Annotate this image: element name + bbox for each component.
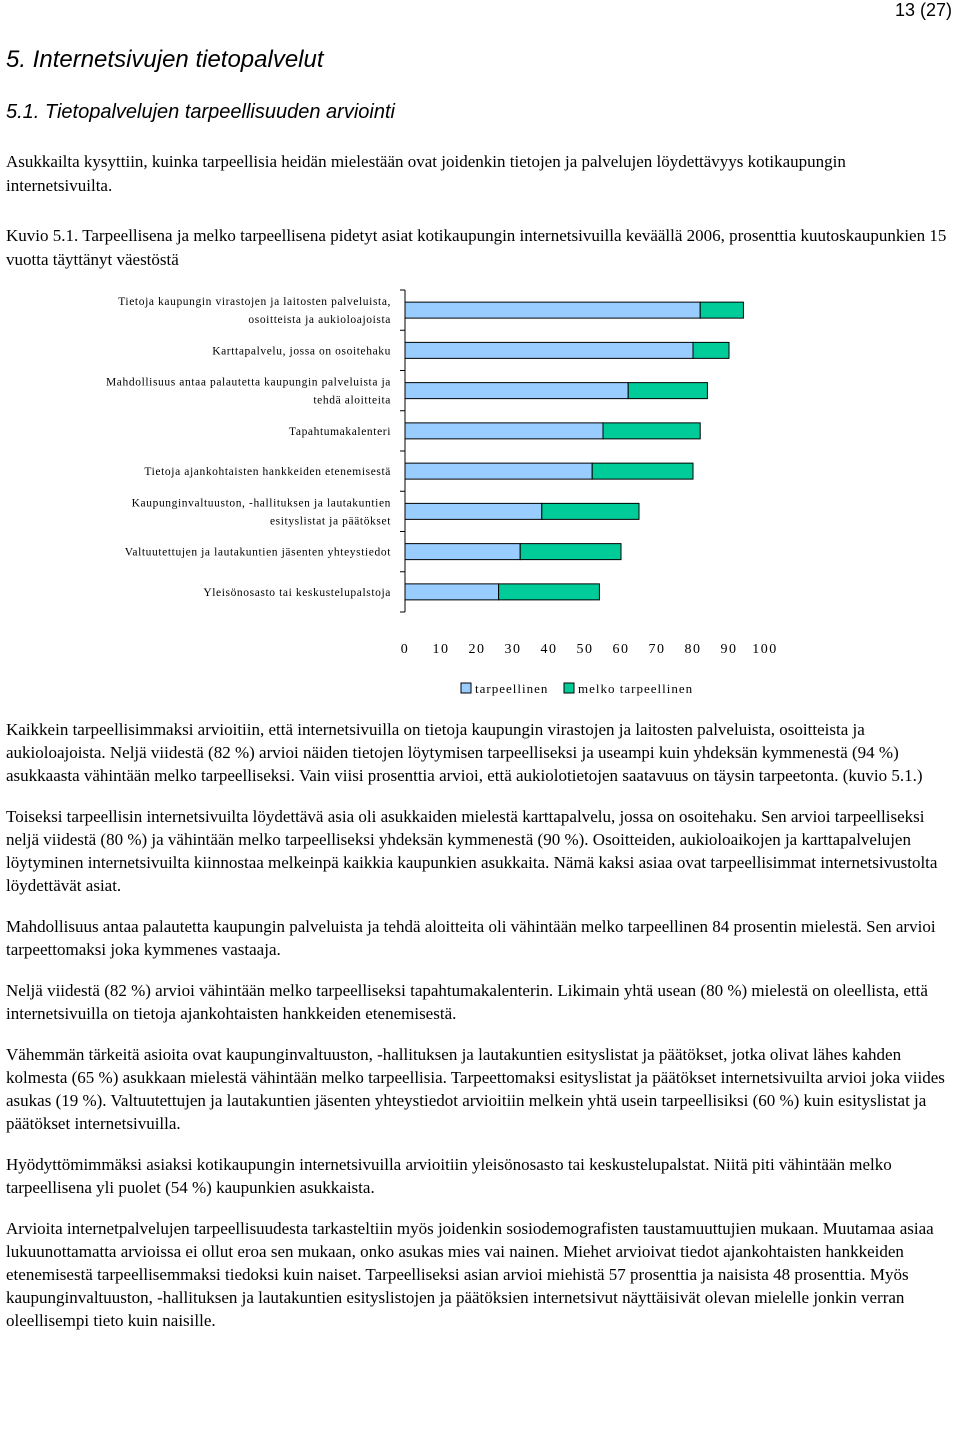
x-tick-label: 80 — [684, 642, 702, 657]
legend-label-tarpeellinen: tarpeellinen — [475, 681, 549, 696]
bar-tarpeellinen — [405, 584, 499, 600]
bar-tarpeellinen — [405, 302, 700, 318]
bar-tarpeellinen — [405, 503, 542, 519]
legend-swatch-tarpeellinen — [461, 683, 471, 693]
paragraph-3: Mahdollisuus antaa palautetta kaupungin palveluista ja tehdä aloitteita oli vähintään melko tarpeellinen 84 prosentin mielestä. Sen arvioi tarpeettomaksi joka kymmenes vastaaja. — [6, 917, 936, 959]
x-tick-label: 50 — [576, 642, 594, 657]
x-tick-label: 30 — [504, 642, 522, 657]
page-number: 13 (27) — [894, 0, 952, 20]
body-text — [6, 718, 952, 1350]
category-label: tehdä aloitteita — [313, 394, 391, 407]
x-tick-label: 60 — [612, 642, 630, 657]
bar-tarpeellinen — [405, 423, 603, 439]
chart-svg — [0, 280, 960, 700]
bar-chart — [0, 280, 960, 700]
bar-melko-tarpeellinen — [520, 544, 621, 560]
bar-melko-tarpeellinen — [603, 423, 700, 439]
category-label: Kaupunginvaltuuston, -hallituksen ja lautakuntien — [131, 497, 391, 510]
bar-tarpeellinen — [405, 383, 628, 399]
category-label: Mahdollisuus antaa palautetta kaupungin palveluista ja — [105, 376, 391, 389]
intro-text: Asukkailta kysyttiin, kuinka tarpeellisia heidän mielestään ovat joidenkin tietojen ja palvelujen löydettävyys kotikaupungin internetsivuilta. — [6, 152, 846, 195]
paragraph-7: Arvioita internetpalvelujen tarpeellisuudesta tarkasteltiin myös joidenkin sosiodemografisten taustamuuttujien mukaan. Muutamaa asiaa lukuunottamatta arvioissa ei ollut eroa sen mukaan, onko asukas mies vai nainen. Miehet arvioivat tiedot ajankohtaisten hankkeiden etenemisestä tarpeellisemmaksi tiedoksi kuin naiset. Tarpeelliseksi asian arvioi miehistä 57 prosenttia ja naisista 48 prosenttia. Myös kaupunginvaltuuston, -hallituksen ja lautakuntien esityslistojen ja päätöksien internetsivut näyttäisivät olevan mielelle jonkin verran oleellisempi tieto kuin naisille. — [6, 1219, 934, 1330]
bar-melko-tarpeellinen — [700, 302, 743, 318]
bar-melko-tarpeellinen — [499, 584, 600, 600]
bar-melko-tarpeellinen — [693, 342, 729, 358]
bar-tarpeellinen — [405, 342, 693, 358]
x-tick-label: 40 — [540, 642, 558, 657]
figure-caption: Kuvio 5.1. Tarpeellisena ja melko tarpeellisena pidetyt asiat kotikaupungin internetsivuilla keväällä 2006, prosenttia kuutoskaupunkien 15 vuotta täyttänyt väestöstä — [6, 226, 947, 269]
paragraph-5: Vähemmän tärkeitä asioita ovat kaupunginvaltuuston, -hallituksen ja lautakuntien esityslistat ja päätökset, jotka olivat lähes kahden kolmesta (65 %) asukkaan mielestä vähintään melko tarpeellisia. Tarpeettomaksi esityslistat ja päätökset internetsivuilta arvioi joka viides asukas (19 %). Valtuutettujen ja lautakuntien jäsenten yhteystiedot arvioitiin melkein yhtä usein tarpeellisiksi (60 %) kuin esityslistat ja päätökset internetsivuilla. — [6, 1045, 945, 1133]
category-label: osoitteista ja aukioloajoista — [248, 314, 391, 327]
paragraph-1: Kaikkein tarpeellisimmaksi arvioitiin, että internetsivuilla on tietoja kaupungin virastojen ja laitosten palveluista, osoitteista ja aukioloajoista. Neljä viidestä (82 %) arvioi näiden tietojen löytymisen tarpeelliseksi ja useampi kuin yhdeksän kymmenestä (94 %) asukkaasta vähintään melko tarpeelliseksi. Vain viisi prosenttia arvioi, että aukiolotietojen saatavuus on täysin tarpeetonta. (kuvio 5.1.) — [6, 720, 923, 785]
category-label: Valtuutettujen ja lautakuntien jäsenten yhteystiedot — [124, 546, 391, 559]
subsection-title: 5.1. Tietopalvelujen tarpeellisuuden arviointi — [6, 101, 395, 123]
x-tick-label: 70 — [648, 642, 666, 657]
bar-tarpeellinen — [405, 463, 592, 479]
x-tick-label: 10 — [432, 642, 450, 657]
bar-melko-tarpeellinen — [592, 463, 693, 479]
category-label: Yleisönosasto tai keskustelupalstoja — [203, 586, 391, 599]
category-label: Karttapalvelu, jossa on osoitehaku — [212, 345, 391, 358]
bar-melko-tarpeellinen — [628, 383, 707, 399]
bar-tarpeellinen — [405, 544, 520, 560]
category-label: Tietoja kaupungin virastojen ja laitosten palveluista, — [118, 296, 391, 309]
category-label: Tapahtumakalenteri — [289, 425, 391, 438]
x-tick-label: 20 — [468, 642, 486, 657]
legend-swatch-melko-tarpeellinen — [564, 683, 574, 693]
paragraph-2: Toiseksi tarpeellisin internetsivuilta löydettävä asia oli asukkaiden mielestä karttapalvelu, jossa on osoitehaku. Sen arvioi tarpeelliseksi neljä viidestä (80 %) ja vähintään melko tarpeelliseksi yhdeksän kymmenestä (90 %). Osoitteiden, aukioloaikojen ja karttapalvelujen löytyminen internetsivuilta kiinnostaa melkeinpä kaikkia kaupunkien asukkaita. Nämä kaksi asiaa ovat tarpeellisimmat internetsivustolta löydettävät asiat. — [6, 807, 938, 895]
paragraph-6: Hyödyttömimmäksi asiaksi kotikaupungin internetsivuilla arvioitiin yleisönosasto tai keskustelupalstat. Niitä piti vähintään melko tarpeellisena yli puolet (54 %) kaupunkien asukkaista. — [6, 1155, 892, 1197]
legend-label-melko-tarpeellinen: melko tarpeellinen — [578, 681, 694, 696]
paragraph-4: Neljä viidestä (82 %) arvioi vähintään melko tarpeelliseksi tapahtumakalenterin. Likimain yhtä usean (80 %) mielestä on oleellista, että internetsivuilla on tietoja ajankohtaisten hankkeiden etenemisestä. — [6, 981, 928, 1023]
x-tick-label: 0 — [400, 642, 410, 657]
bar-melko-tarpeellinen — [542, 503, 639, 519]
x-tick-label: 90 — [720, 642, 738, 657]
category-label: Tietoja ajankohtaisten hankkeiden etenemisestä — [144, 466, 391, 479]
x-tick-label: 100 — [752, 642, 778, 657]
section-title: 5. Internetsivujen tietopalvelut — [6, 46, 324, 73]
category-label: esityslistat ja päätökset — [269, 515, 391, 528]
